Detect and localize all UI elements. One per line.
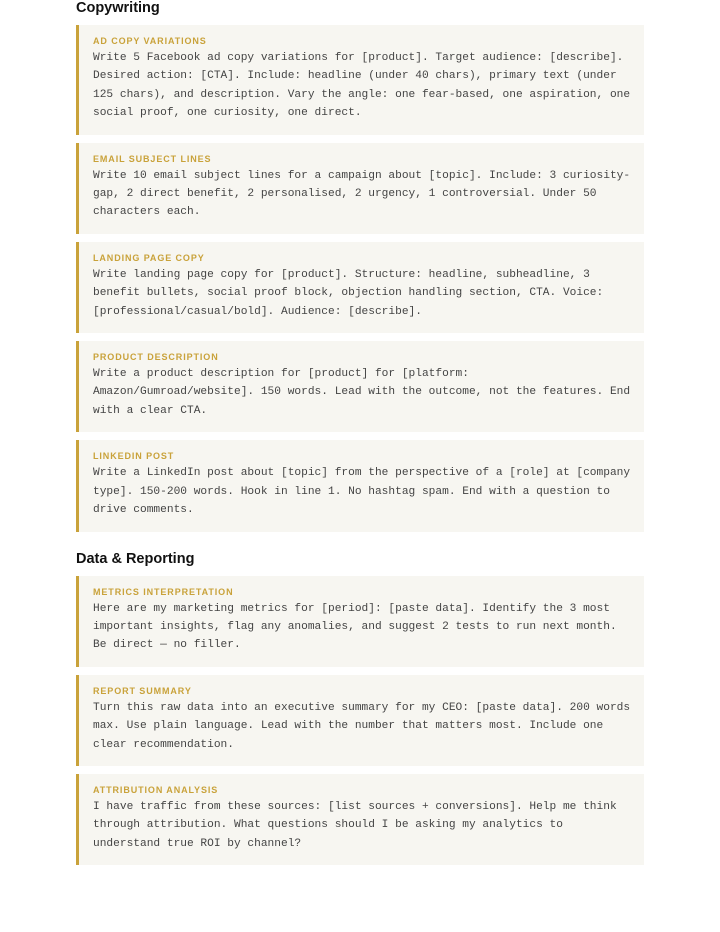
prompt-card-list [76,576,644,866]
prompt-card-landing-page-copy [76,242,644,333]
prompt-card-ad-copy-variations [76,25,644,135]
prompt-card-label: LINKEDIN POST [93,451,175,462]
section-title: Data & Reporting [76,550,195,567]
prompt-card-attribution-analysis [76,774,644,865]
prompt-card-linkedin-post [76,440,644,531]
section-data-reporting [76,551,644,866]
prompt-card-label: LANDING PAGE COPY [93,252,205,263]
prompt-card-email-subject-lines [76,143,644,234]
prompt-card-text: Here are my marketing metrics for [period]: [paste data]. Identify the 3 most important insights, flag any anomalies, and suggest 2 tests to run next month. Be direct — no filler. [93,602,617,652]
prompt-card-report-summary [76,675,644,766]
section-copywriting [76,0,644,532]
prompt-card-product-description [76,341,644,432]
prompt-card-list [76,25,644,532]
prompt-card-label: METRICS INTERPRETATION [93,586,234,597]
section-title: Copywriting [76,0,160,16]
prompt-card-text: I have traffic from these sources: [list sources + conversions]. Help me think through attribution. What questions should I be asking my analytics to understand true ROI by channel? [93,800,617,850]
prompt-card-metrics-interpretation [76,576,644,667]
prompt-card-label: EMAIL SUBJECT LINES [93,153,212,164]
prompt-card-text: Write 5 Facebook ad copy variations for [product]. Target audience: [describe]. Desired action: [CTA]. Include: headline (under 40 chars), primary text (under 125 chars), and description. Vary the angle: one fear-based, one aspiration, one social proof, one curiosity, one direct. [93,52,631,120]
prompt-card-label: PRODUCT DESCRIPTION [93,352,219,363]
prompt-card-text: Write a product description for [product] for [platform: Amazon/Gumroad/website]. 150 words. Lead with the outcome, not the features. End with a clear CTA. [93,368,631,417]
prompt-document [76,0,644,873]
prompt-card-text: Turn this raw data into an executive summary for my CEO: [paste data]. 200 words max. Use plain language. Lead with the number that matters most. Include one clear recommendation. [93,701,631,751]
prompt-card-label: REPORT SUMMARY [93,685,192,696]
prompt-card-text: Write 10 email subject lines for a campaign about [topic]. Include: 3 curiosity-gap, 2 direct benefit, 2 personalised, 2 urgency, 1 controversial. Under 50 characters each. [93,169,631,219]
prompt-card-text: Write landing page copy for [product]. Structure: headline, subheadline, 3 benefit bullets, social proof block, objection handling section, CTA. Voice: [professional/casual/bold]. Audience: [describe]. [93,268,604,318]
prompt-card-label: ATTRIBUTION ANALYSIS [93,784,219,795]
prompt-card-label: AD COPY VARIATIONS [93,36,207,46]
prompt-card-text: Write a LinkedIn post about [topic] from the perspective of a [role] at [company type]. 150-200 words. Hook in line 1. No hashtag spam. End with a question to drive comments. [93,467,631,517]
